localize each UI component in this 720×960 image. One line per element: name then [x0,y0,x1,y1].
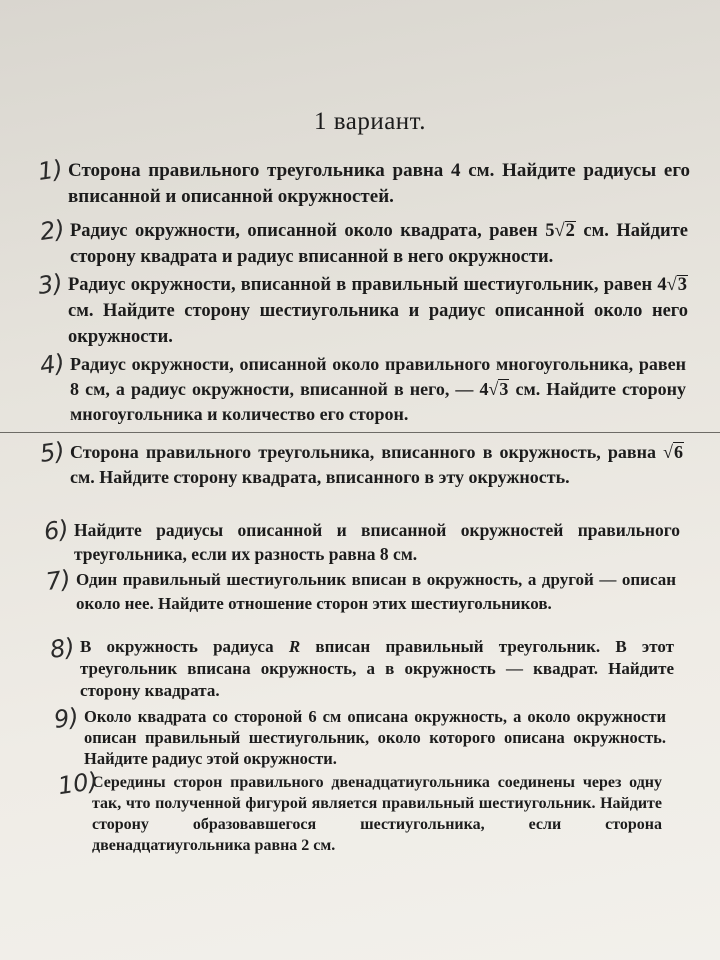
task-3 [36,268,688,350]
task-text-part: Радиус окружности, описанной около квадрата, равен [70,221,538,241]
task-text [68,158,690,210]
task-text-part: В окружность радиуса [80,637,289,656]
task-number: 4) [38,348,67,380]
radicand: 3 [677,275,688,295]
task-number: 3) [36,268,65,300]
task-7 [44,564,676,616]
task-number: 9) [52,702,81,734]
radical-expression: 5√2 [545,221,575,241]
task-text [74,518,680,566]
radicand: 6 [674,442,683,462]
separator-line [0,432,720,433]
task-number: 10) [56,766,100,801]
task-number: 6) [42,514,71,546]
task-text-part: вписан правильный треугольник. В этот треугольник вписана окружность, а в окружность — квадрат. Найдите сторону квадрата. [80,637,674,700]
radical-coefficient: 5 [545,221,555,241]
task-10 [56,766,662,856]
task-text-part: Середины сторон правильного двенадцатиугольника соединены через одну так, что полученной фигурой является правильный шестиугольник. Найдите сторону образовавшегося шестиугольника, если сторона двенадцатиугольника равна 2 см. [92,774,662,854]
task-text-part: Радиус окружности, описанной около правильного многоугольника, равен 8 см, а радиус окружности, вписанной в него, — [70,354,686,399]
task-text-part: Радиус окружности, вписанной в правильный шестиугольник, равен [68,275,653,295]
task-text-part: см. Найдите сторону квадрата и радиус вписанной в него окружности. [70,221,688,267]
task-text-part: Сторона правильного треугольника, вписанного в окружность, равна [70,442,656,462]
task-text [84,706,666,769]
task-text [70,218,688,270]
task-text [80,636,674,702]
task-text [70,440,684,490]
task-text [70,352,686,427]
task-number: 8) [48,632,77,664]
radical-expression: √6 [663,442,683,462]
radical-coefficient: 4 [479,379,489,399]
task-4 [38,348,687,427]
task-number: 2) [38,214,67,246]
task-2 [38,214,688,270]
task-6 [42,514,680,566]
task-text-part: Сторона правильного треугольника равна 4 см. Найдите радиусы его вписанной и описанной окружностей. [68,160,690,207]
task-8 [48,632,674,702]
radical-coefficient: 4 [657,275,667,295]
task-9 [52,702,666,769]
radicand: 2 [565,221,575,241]
task-5 [38,436,684,490]
task-text [92,772,662,856]
page-title: 1 вариант. [314,108,426,135]
task-text-part: Найдите радиусы описанной и вписанной окружностей правильного треугольника, если их разность равна 8 см. [74,520,680,564]
task-number: 7) [44,564,73,596]
radical-expression: 4√3 [657,275,688,295]
task-text-part: см. Найдите сторону шестиугольника и радиус описанной около него окружности. [68,301,688,347]
task-1 [36,154,690,210]
radical-expression: 4√3 [479,379,509,399]
task-number: 5) [38,436,67,468]
task-text [68,272,688,350]
task-text-part: Один правильный шестиугольник вписан в окружность, а другой — описан около нее. Найдите отношение сторон этих шестиугольников. [76,570,676,613]
task-text-part: Около квадрата со стороной 6 см описана окружность, а около окружности описан правильный шестиугольник, около которого описана окружность. Найдите радиус этой окружности. [84,707,666,768]
variable-r: R [288,637,301,656]
radicand: 3 [499,379,509,399]
task-text-part: см. Найдите сторону квадрата, вписанного в эту окружность. [70,467,570,487]
task-text-part: см. Найдите сторону многоугольника и количество его сторон. [70,379,687,424]
task-number: 1) [36,154,65,186]
task-text [76,568,676,616]
